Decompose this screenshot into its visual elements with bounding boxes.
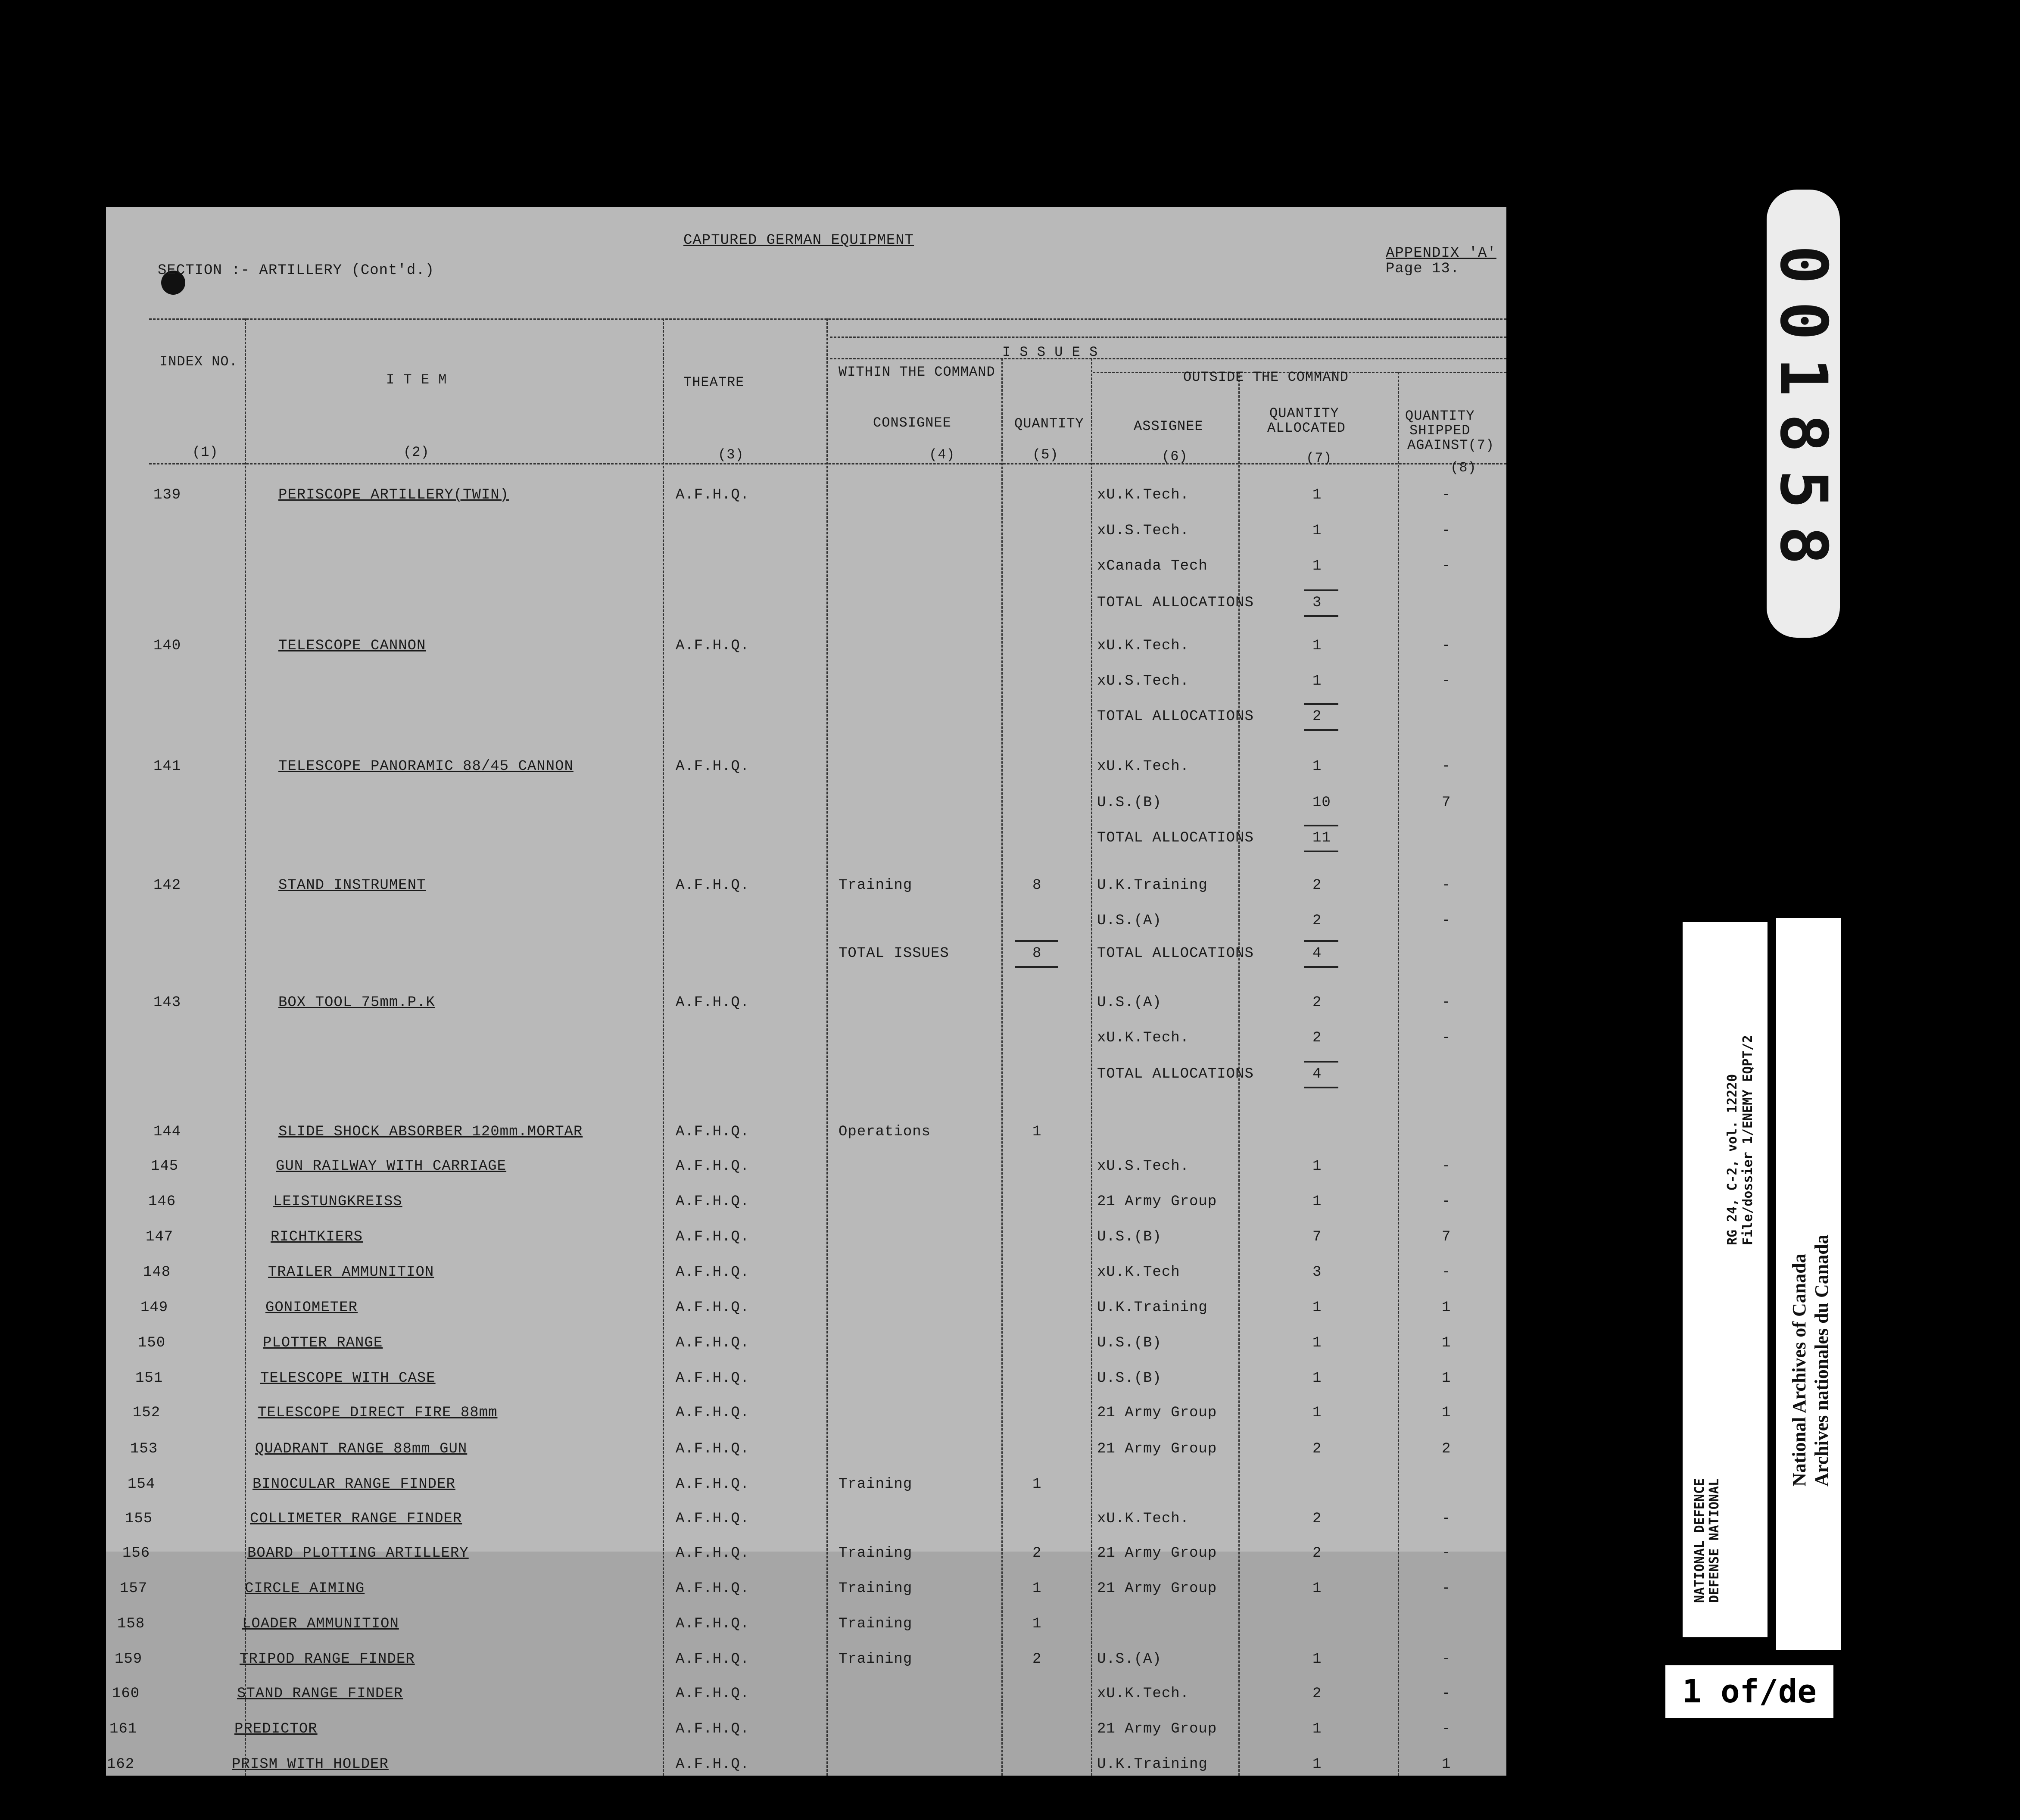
cell-alloc: 2 [1312,1686,1322,1702]
cell-alloc: 3 [1312,595,1322,611]
cell-asg: 21 Army Group [1097,1194,1217,1210]
issues-rule [830,337,1506,338]
cell-asg: 21 Army Group [1097,1580,1217,1597]
cell-alloc: 1 [1312,558,1322,574]
header-num-7: (7) [1306,450,1332,466]
header-qty-shipped-2: SHIPPED [1409,423,1471,439]
cell-alloc: 2 [1312,1545,1322,1561]
cell-cons: TOTAL ISSUES [839,945,949,962]
cell-ship: - [1442,1264,1451,1281]
ref-line-1: RG 24, C-2, vol. 12220 [1725,1074,1740,1245]
cell-alloc: 1 [1312,1580,1322,1597]
cell-alloc: 2 [1312,913,1322,929]
cell-item: LEISTUNGKREISS [273,1194,402,1210]
cell-ship: - [1442,673,1451,689]
cell-asg: 21 Army Group [1097,1545,1217,1561]
header-top-rule [149,318,1506,320]
cell-item: TELESCOPE CANNON [278,638,426,654]
header-issues: I S S U E S [1002,344,1098,360]
cell-ship: - [1442,758,1451,775]
cell-idx: 146 [148,1194,176,1210]
cell-item: RICHTKIERS [271,1229,363,1245]
cell-ship: - [1442,523,1451,539]
cell-asg: xCanada Tech [1097,558,1208,574]
cell-alloc: 3 [1312,1264,1322,1281]
cell-idx: 145 [151,1158,179,1175]
total-rule [1304,615,1338,617]
cell-asg: TOTAL ALLOCATIONS [1097,1066,1254,1082]
cell-asg: U.K.Training [1097,1756,1208,1773]
document-title: CAPTURED GERMAN EQUIPMENT [683,232,914,249]
cell-theatre: A.F.H.Q. [676,1511,750,1527]
cell-theatre: A.F.H.Q. [676,1405,750,1421]
header-theatre: THEATRE [683,374,745,390]
cell-item: GONIOMETER [265,1300,358,1316]
cell-cons: Training [839,1545,913,1561]
cell-asg: xU.S.Tech. [1097,673,1190,689]
cell-alloc: 1 [1312,673,1322,689]
cell-asg: xU.K.Tech. [1097,1030,1190,1046]
cell-asg: 21 Army Group [1097,1441,1217,1457]
cell-idx: 141 [153,758,181,775]
cell-idx: 161 [109,1721,137,1737]
page-number: Page 13. [1386,261,1460,277]
total-rule [1304,940,1338,942]
cell-alloc: 2 [1312,1511,1322,1527]
cell-item: TELESCOPE WITH CASE [260,1370,436,1387]
cell-asg: 21 Army Group [1097,1721,1217,1737]
cell-asg: TOTAL ALLOCATIONS [1097,945,1254,962]
cell-qty: 1 [1032,1616,1042,1632]
cell-cons: Training [839,1651,913,1667]
header-num-6: (6) [1162,449,1188,464]
cell-item: PREDICTOR [234,1721,318,1737]
header-within: WITHIN THE COMMAND [839,364,995,380]
cell-idx: 147 [146,1229,174,1245]
cell-item: STAND INSTRUMENT [278,877,426,894]
cell-asg: xU.K.Tech. [1097,1686,1190,1702]
cell-ship: 7 [1442,795,1451,811]
header-num-2: (2) [403,444,430,460]
cell-cons: Training [839,877,913,894]
cell-idx: 143 [153,994,181,1011]
cell-theatre: A.F.H.Q. [676,1194,750,1210]
cell-asg: xU.K.Tech [1097,1264,1180,1281]
cell-alloc: 2 [1312,877,1322,894]
cell-theatre: A.F.H.Q. [676,1335,750,1351]
dept-line-2: DEFENSE NATIONAL [1707,1478,1722,1603]
cell-ship: 1 [1442,1370,1451,1387]
cell-theatre: A.F.H.Q. [676,1616,750,1632]
cell-alloc: 1 [1312,523,1322,539]
header-qty-allocated-1: QUANTITY [1269,405,1339,421]
col-line-2 [663,318,664,1776]
total-rule [1304,851,1338,852]
reel-number: 001858 [1766,245,1841,582]
cell-item: SLIDE SHOCK ABSORBER 120mm.MORTAR [278,1124,583,1140]
ref-line-2: File/dossier 1/ENEMY EQPT/2 [1740,1035,1755,1245]
cell-alloc: 1 [1312,1194,1322,1210]
cell-asg: U.S.(B) [1097,1229,1162,1245]
cell-asg: xU.K.Tech. [1097,758,1190,775]
cell-asg: xU.S.Tech. [1097,523,1190,539]
total-rule [1304,1087,1338,1088]
issues-total-rule [1015,966,1058,968]
cell-idx: 140 [153,638,181,654]
cell-qty: 1 [1032,1476,1042,1493]
cell-item: BOARD PLOTTING ARTILLERY [247,1545,469,1561]
col-line-1 [245,318,246,1776]
archive-line-2: Archives nationales du Canada [1811,1234,1832,1487]
cell-alloc: 1 [1312,1300,1322,1316]
header-consignee: CONSIGNEE [873,415,951,431]
cell-item: GUN RAILWAY WITH CARRIAGE [276,1158,507,1175]
cell-item: TELESCOPE DIRECT FIRE 88mm [258,1405,498,1421]
cell-asg: U.K.Training [1097,877,1208,894]
cell-idx: 139 [153,487,181,503]
header-num-8: (8) [1450,460,1477,476]
cell-ship: 1 [1442,1756,1451,1773]
cell-item: COLLIMETER RANGE FINDER [250,1511,462,1527]
cell-theatre: A.F.H.Q. [676,758,750,775]
issues-total-rule [1015,940,1058,942]
cell-asg: U.S.(B) [1097,1335,1162,1351]
cell-alloc: 4 [1312,1066,1322,1082]
cell-idx: 155 [125,1511,153,1527]
cell-theatre: A.F.H.Q. [676,1300,750,1316]
cell-item: STAND RANGE FINDER [237,1686,403,1702]
header-num-4: (4) [929,447,955,463]
cell-qty: 1 [1032,1580,1042,1597]
cell-alloc: 2 [1312,1030,1322,1046]
cell-alloc: 2 [1312,1441,1322,1457]
cell-ship: - [1442,1030,1451,1046]
cell-idx: 148 [143,1264,171,1281]
cell-alloc: 1 [1312,1370,1322,1387]
cell-theatre: A.F.H.Q. [676,1229,750,1245]
cell-idx: 154 [128,1476,156,1493]
header-qty-shipped-3: AGAINST(7) [1407,437,1495,453]
header-qty-shipped-1: QUANTITY [1405,408,1475,424]
cell-asg: xU.K.Tech. [1097,1511,1190,1527]
cell-idx: 157 [120,1580,148,1597]
cell-theatre: A.F.H.Q. [676,1721,750,1737]
cell-asg: U.S.(A) [1097,913,1162,929]
cell-theatre: A.F.H.Q. [676,638,750,654]
cell-alloc: 1 [1312,1158,1322,1175]
cell-cons: Training [839,1580,913,1597]
cell-alloc: 1 [1312,758,1322,775]
cell-idx: 156 [122,1545,150,1561]
cell-ship: - [1442,1721,1451,1737]
header-item: I T E M [386,372,447,388]
cell-item: TELESCOPE PANORAMIC 88/45 CANNON [278,758,574,775]
cell-ship: 1 [1442,1335,1451,1351]
cell-ship: - [1442,1651,1451,1667]
cell-ship: - [1442,638,1451,654]
cell-alloc: 1 [1312,1651,1322,1667]
cell-asg: U.S.(B) [1097,1370,1162,1387]
header-qty-allocated-2: ALLOCATED [1267,420,1346,436]
header-outside: OUTSIDE THE COMMAND [1183,369,1349,385]
cell-item: PLOTTER RANGE [263,1335,383,1351]
cell-asg: U.S.(A) [1097,1651,1162,1667]
col-line-4 [1001,358,1003,1776]
cell-ship: - [1442,1158,1451,1175]
total-rule [1304,589,1338,591]
header-num-1: (1) [192,444,218,460]
header-num-5: (5) [1032,447,1059,463]
cell-theatre: A.F.H.Q. [676,1686,750,1702]
total-rule [1304,966,1338,968]
cell-alloc: 1 [1312,638,1322,654]
cell-asg: U.K.Training [1097,1300,1208,1316]
cell-alloc: 1 [1312,1756,1322,1773]
archive-line-1: National Archives of Canada [1789,1253,1810,1487]
header-bottom-rule [149,463,1506,464]
cell-qty: 8 [1032,945,1042,962]
cell-theatre: A.F.H.Q. [676,1476,750,1493]
cell-idx: 152 [133,1405,161,1421]
cell-cons: Training [839,1476,913,1493]
cell-cons: Operations [839,1124,931,1140]
cell-theatre: A.F.H.Q. [676,1370,750,1387]
cell-theatre: A.F.H.Q. [676,1264,750,1281]
cell-theatre: A.F.H.Q. [676,1580,750,1597]
header-index: INDEX NO. [159,354,238,370]
total-rule [1304,703,1338,705]
cell-alloc: 1 [1312,1721,1322,1737]
cell-asg: 21 Army Group [1097,1405,1217,1421]
cell-idx: 159 [115,1651,143,1667]
cell-ship: - [1442,487,1451,503]
cell-ship: - [1442,1545,1451,1561]
header-assignee: ASSIGNEE [1134,418,1203,434]
dept-line-1: NATIONAL DEFENCE [1692,1478,1707,1603]
cell-asg: xU.K.Tech. [1097,487,1190,503]
cell-theatre: A.F.H.Q. [676,994,750,1011]
cell-alloc: 2 [1312,708,1322,725]
cell-theatre: A.F.H.Q. [676,877,750,894]
cell-ship: - [1442,558,1451,574]
cell-theatre: A.F.H.Q. [676,1158,750,1175]
cell-alloc: 1 [1312,1405,1322,1421]
cell-idx: 162 [107,1756,135,1773]
appendix-label: APPENDIX 'A' [1386,245,1496,262]
cell-asg: TOTAL ALLOCATIONS [1097,595,1254,611]
cell-asg: U.S.(A) [1097,994,1162,1011]
cell-alloc: 10 [1312,795,1331,811]
cell-qty: 8 [1032,877,1042,894]
cell-item: TRAILER AMMUNITION [268,1264,434,1281]
cell-asg: TOTAL ALLOCATIONS [1097,708,1254,725]
cell-alloc: 1 [1312,1335,1322,1351]
cell-item: QUADRANT RANGE 88mm GUN [255,1441,468,1457]
cell-theatre: A.F.H.Q. [676,1441,750,1457]
col-line-3 [826,318,828,1776]
cell-item: TRIPOD RANGE FINDER [240,1651,415,1667]
cell-item: BINOCULAR RANGE FINDER [253,1476,455,1493]
cell-theatre: A.F.H.Q. [676,1651,750,1667]
cell-ship: - [1442,877,1451,894]
cell-asg: xU.S.Tech. [1097,1158,1190,1175]
cell-qty: 2 [1032,1545,1042,1561]
total-rule [1304,1061,1338,1063]
header-num-3: (3) [718,447,744,463]
cell-ship: 2 [1442,1441,1451,1457]
cell-ship: - [1442,1686,1451,1702]
command-rule [830,358,1506,359]
header-quantity: QUANTITY [1014,416,1084,432]
reference-label [1683,922,1768,1637]
frame-label: 1 of/de [1664,1664,1835,1719]
cell-asg: TOTAL ALLOCATIONS [1097,830,1254,846]
cell-qty: 2 [1032,1651,1042,1667]
cell-item: BOX TOOL 75mm.P.K [278,994,435,1011]
reel-number-label [1767,190,1840,638]
cell-asg: U.S.(B) [1097,795,1162,811]
total-rule [1304,729,1338,731]
cell-ship: - [1442,994,1451,1011]
cell-ship: 1 [1442,1405,1451,1421]
cell-idx: 144 [153,1124,181,1140]
cell-ship: - [1442,1194,1451,1210]
archive-label [1776,918,1841,1650]
cell-cons: Training [839,1616,913,1632]
cell-idx: 149 [140,1300,168,1316]
cell-item: PERISCOPE ARTILLERY(TWIN) [278,487,509,503]
cell-ship: 1 [1442,1300,1451,1316]
cell-idx: 142 [153,877,181,894]
cell-item: PRISM WITH HOLDER [232,1756,389,1773]
cell-asg: xU.K.Tech. [1097,638,1190,654]
cell-qty: 1 [1032,1124,1042,1140]
cell-ship: - [1442,1580,1451,1597]
cell-theatre: A.F.H.Q. [676,1545,750,1561]
cell-theatre: A.F.H.Q. [676,1756,750,1773]
cell-idx: 153 [130,1441,158,1457]
cell-ship: 7 [1442,1229,1451,1245]
cell-alloc: 11 [1312,830,1331,846]
section-heading: SECTION :- ARTILLERY (Cont'd.) [158,262,435,279]
cell-alloc: 1 [1312,487,1322,503]
cell-ship: - [1442,1511,1451,1527]
cell-item: LOADER AMMUNITION [242,1616,399,1632]
cell-alloc: 2 [1312,994,1322,1011]
cell-idx: 151 [135,1370,163,1387]
cell-ship: - [1442,913,1451,929]
cell-theatre: A.F.H.Q. [676,1124,750,1140]
cell-theatre: A.F.H.Q. [676,487,750,503]
cell-idx: 150 [138,1335,166,1351]
document-page [106,207,1506,1776]
col-line-7 [1398,372,1399,1776]
cell-idx: 158 [117,1616,145,1632]
cell-item: CIRCLE AIMING [245,1580,365,1597]
cell-idx: 160 [112,1686,140,1702]
cell-alloc: 7 [1312,1229,1322,1245]
col-line-5 [1091,358,1092,1776]
total-rule [1304,825,1338,826]
cell-alloc: 4 [1312,945,1322,962]
